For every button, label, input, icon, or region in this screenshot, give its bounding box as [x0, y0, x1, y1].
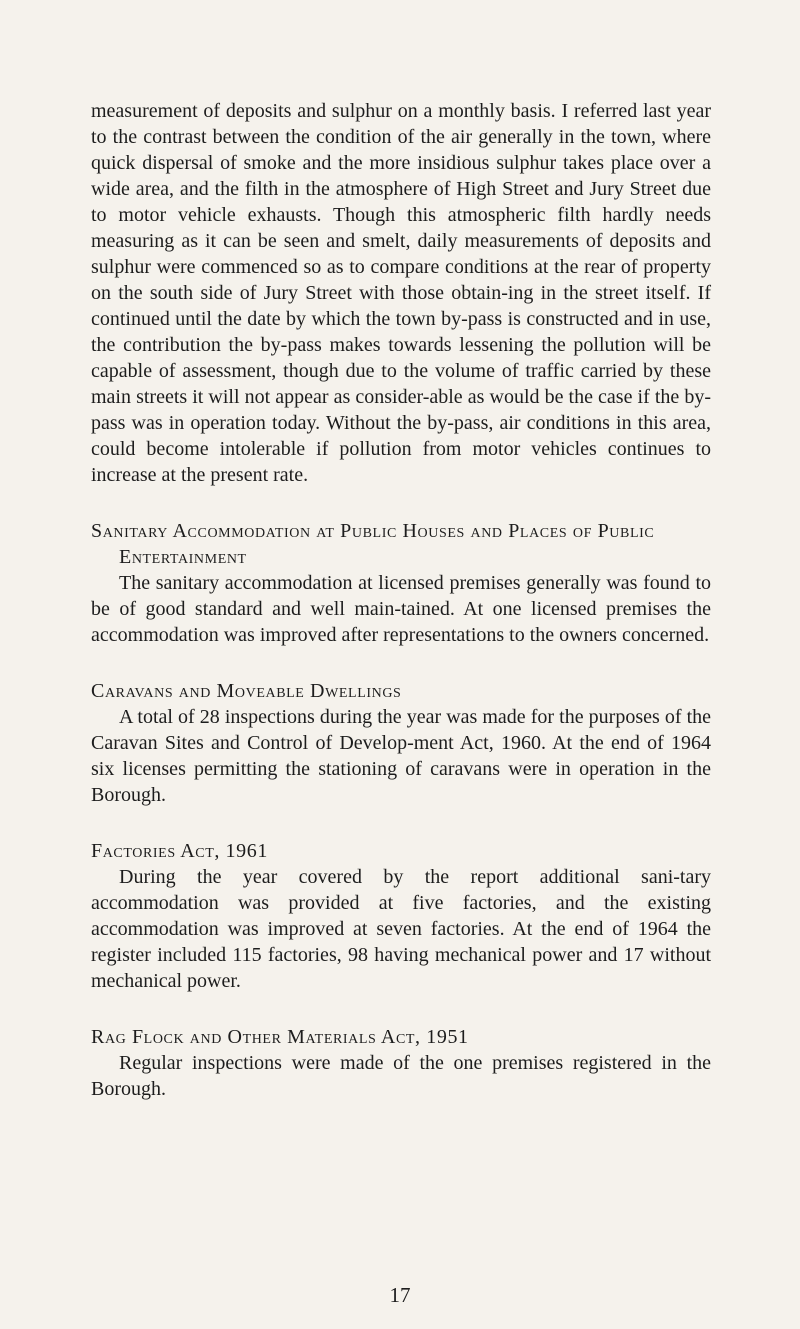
section-sanitary-accommodation [91, 518, 711, 648]
page-number: 17 [389, 1283, 411, 1307]
section-body: Regular inspections were made of the one premises registered in the Borough. [91, 1052, 711, 1100]
section-body: A total of 28 inspections during the year was made for the purposes of the Caravan Sites and Control of Develop-ment Act, 1960. At the end of 1964 six licenses permitting the stationing of caravans were in operation in the Borough. [91, 706, 711, 806]
section-body: During the year covered by the report additional sani-tary accommodation was provided at five factories, and the existing accommodation was improved at seven factories. At the end of 1964 the register included 115 factories, 98 having mechanical power and 17 without mechanical power. [91, 866, 711, 992]
page-body [91, 98, 711, 1102]
section-caravans [91, 678, 711, 808]
section-heading: Factories Act, 1961 [91, 840, 268, 862]
section-factories-act [91, 838, 711, 994]
section-rag-flock [91, 1024, 711, 1102]
section-body: The sanitary accommodation at licensed premises generally was found to be of good standard and well main-tained. At one licensed premises the accommodation was improved after representations to the owners concerned. [91, 572, 711, 646]
section-heading: Rag Flock and Other Materials Act, 1951 [91, 1026, 469, 1048]
opening-paragraph: measurement of deposits and sulphur on a monthly basis. I referred last year to the contrast between the condition of the air generally in the town, where quick dispersal of smoke and the more insidious sulphur takes place over a wide area, and the filth in the atmosphere of High Street and Jury Street due to motor vehicle exhausts. Though this atmospheric filth hardly needs measuring as it can be seen and smelt, daily measurements of deposits and sulphur were commenced so as to compare conditions at the rear of property on the south side of Jury Street with those obtain-ing in the street itself. If continued until the date by which the town by-pass is constructed and in use, the contribution the by-pass makes towards lessening the pollution will be capable of assessment, though due to the volume of traffic carried by these main streets it will not appear as consider-able as would be the case if the by-pass was in operation today. Without the by-pass, air conditions in this area, could become intolerable if pollution from motor vehicles continues to increase at the present rate. [91, 100, 711, 486]
section-heading: Sanitary Accommodation at Public Houses and Places of Public Entertainment [91, 520, 655, 568]
section-heading: Caravans and Moveable Dwellings [91, 680, 402, 702]
